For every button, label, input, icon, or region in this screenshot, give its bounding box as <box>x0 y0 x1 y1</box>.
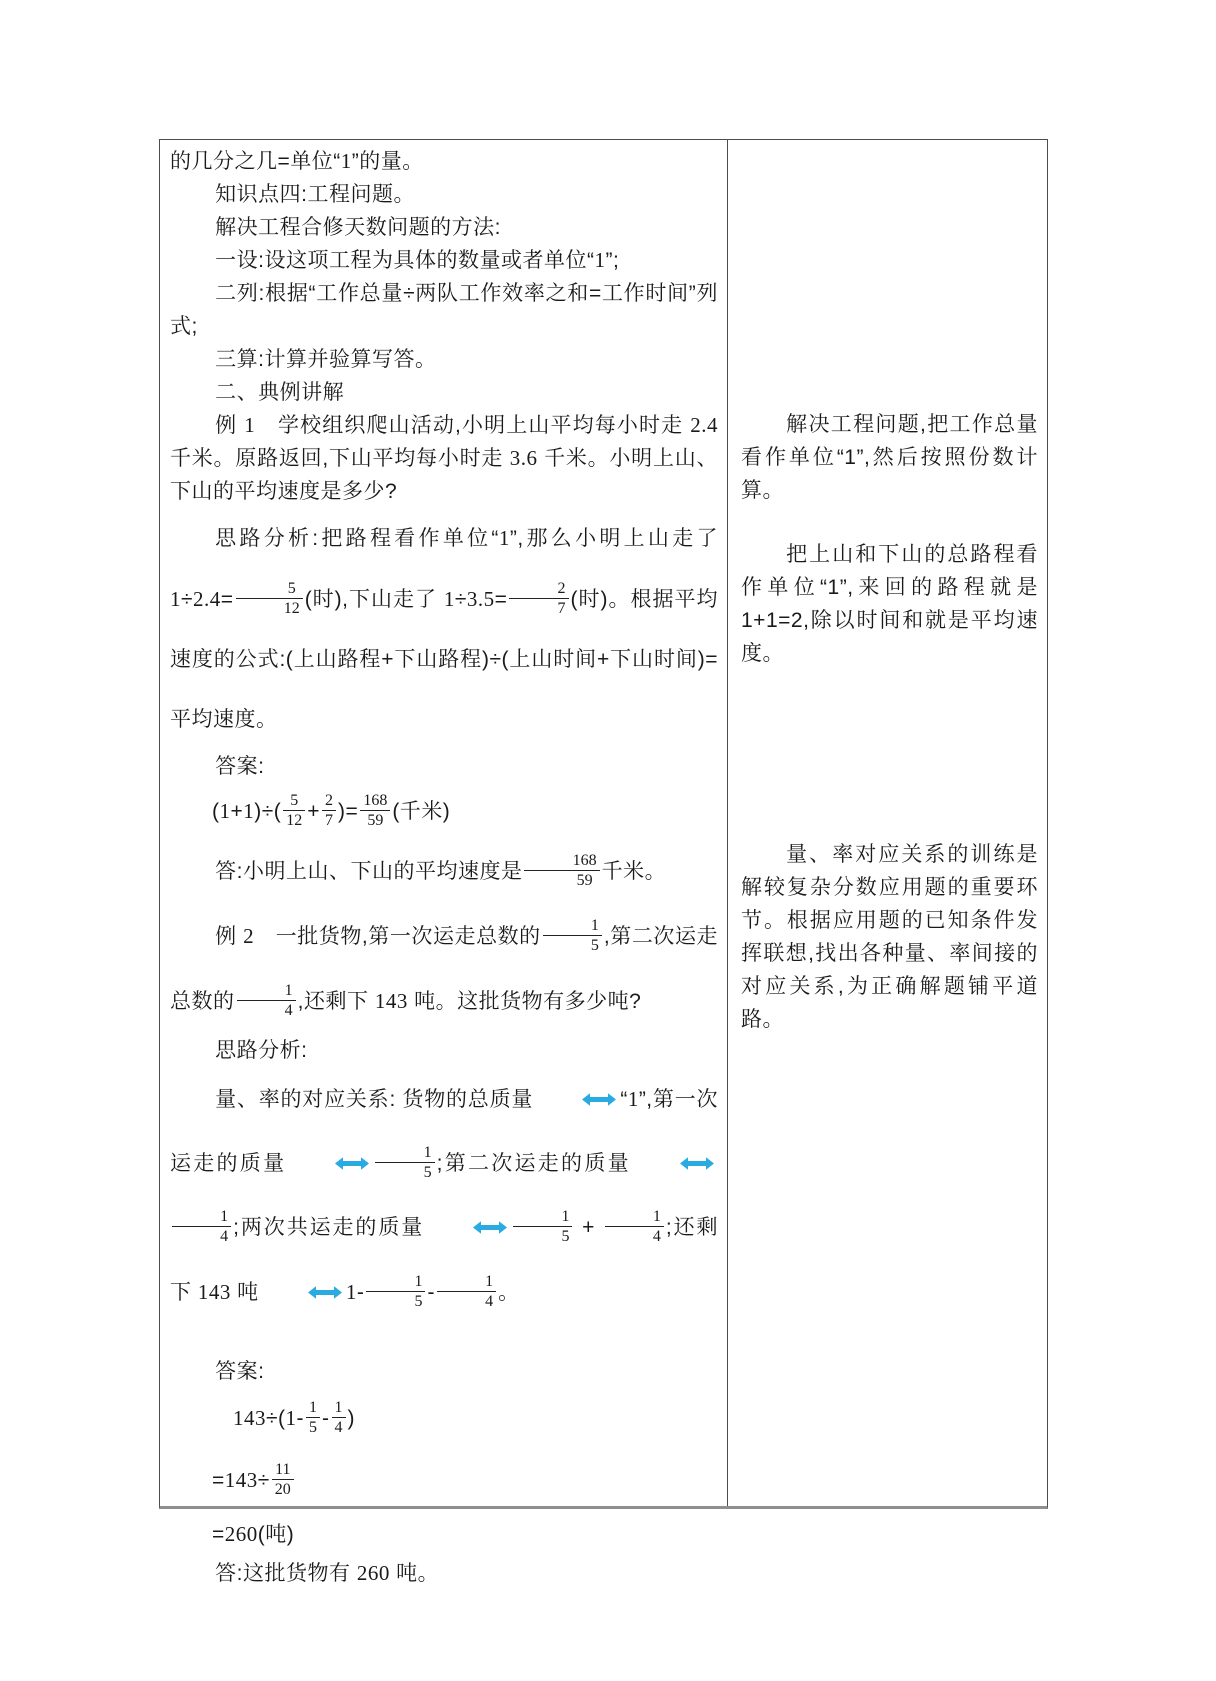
note-engineering-problem: 解决工程问题,把工作总量看作单位“1”,然后按照份数计算。 <box>741 413 1038 502</box>
fraction <box>236 580 303 617</box>
heading-section-two-examples <box>170 376 718 409</box>
numeral: 1 <box>345 1280 357 1304</box>
fraction <box>306 1399 320 1436</box>
fraction <box>237 982 296 1019</box>
numeral: 3.6 <box>509 446 538 470</box>
example-2-quantity-rate-relations <box>170 1067 718 1325</box>
fraction-denominator: 5 <box>366 1291 425 1310</box>
fraction-denominator: 7 <box>509 598 568 617</box>
text-run: 例 1 学校组织爬山活动,小明上山平均每小时走 2.4 千米。原路返回,下山平均每小时走 3.6 千米。小明上山、下山的平均速度是多少? <box>170 413 718 503</box>
text-step-three-suan <box>170 343 718 376</box>
fraction-numerator: 5 <box>287 579 296 597</box>
lesson-plan-table <box>159 139 1048 1585</box>
text-run: 解决工程合修天数问题的方法: <box>215 216 501 239</box>
text-run: 。 <box>498 1281 520 1304</box>
fraction-numerator: 1 <box>309 1398 318 1416</box>
numeral: 2.4 <box>690 413 718 437</box>
text-run: 例 2 一批货物,第一次运走总数的 <box>215 924 541 948</box>
example-1-problem <box>170 409 718 508</box>
fraction <box>375 1144 434 1181</box>
fraction <box>605 1208 664 1245</box>
text-run: + <box>307 800 321 823</box>
text-run: 思路分析: <box>215 1039 308 1062</box>
text-run: 量、率的对应关系: 货物的总质量 <box>215 1088 534 1111</box>
fraction <box>332 1399 346 1436</box>
text-run: 答案: <box>215 755 265 778</box>
text-run: ;两次共运走的质量 <box>233 1216 425 1239</box>
numeral: 143 <box>224 1468 258 1492</box>
right-cell <box>728 140 1047 1506</box>
fraction-denominator: 20 <box>272 1479 294 1498</box>
fraction-denominator: 59 <box>360 810 390 829</box>
text-run: ;还剩下 143 吨 <box>170 1216 718 1304</box>
numeral: 1 <box>170 587 181 611</box>
text-run: ) <box>347 1407 356 1430</box>
text-run: 的几分之几=单位“1”的量。 <box>170 149 424 173</box>
numeral: 260 <box>224 1522 258 1546</box>
fraction <box>543 917 602 954</box>
fraction-denominator: 4 <box>605 1226 664 1245</box>
text-run: 思路分析:把路程看作单位“1”,那么小明上山走了 1÷2.4= <box>170 526 718 611</box>
double-arrow-icon <box>634 1156 715 1171</box>
fraction-denominator: 7 <box>322 810 336 829</box>
fraction <box>509 580 568 617</box>
fraction <box>437 1273 496 1310</box>
text-run: 143÷(1- <box>233 1406 305 1430</box>
numeral: 1 <box>627 1087 639 1111</box>
fraction-denominator: 12 <box>283 810 305 829</box>
numeral: 1 <box>498 526 510 550</box>
fraction <box>322 792 336 829</box>
text-run: “1”,第一次运走的质量 <box>170 1087 719 1175</box>
fraction-numerator: 1 <box>561 1207 570 1225</box>
example-1-analysis <box>170 508 718 750</box>
example-2-analysis-label <box>170 1034 718 1067</box>
fraction-numerator: 1 <box>485 1272 494 1290</box>
fraction-numerator: 11 <box>275 1460 291 1478</box>
note-average-speed: 把上山和下山的总路程看作单位“1”,来回的路程就是1+1=2,除以时间和就是平均速度。 <box>741 543 1038 665</box>
example-1-equation <box>212 783 718 840</box>
double-arrow-icon <box>289 1156 370 1171</box>
text-fraction-unit-quantity <box>170 145 718 178</box>
text-run: 二、典例讲解 <box>215 381 345 404</box>
numeral: 1 <box>443 587 455 611</box>
numeral: 1 <box>594 248 606 272</box>
text-run: - <box>427 1281 435 1304</box>
fraction-denominator: 4 <box>237 1000 296 1019</box>
text-run: )= <box>338 800 359 823</box>
text-run: =260(吨) <box>212 1522 295 1546</box>
text-run: 答:这批货物有 260 吨。 <box>215 1561 440 1585</box>
fraction-numerator: 168 <box>363 791 388 809</box>
fraction-denominator: 5 <box>513 1226 572 1245</box>
text-run: + <box>574 1216 603 1239</box>
text-run: 一设:设这项工程为具体的数量或者单位“1”; <box>215 248 620 272</box>
fraction <box>172 1208 231 1245</box>
fraction-numerator: 1 <box>652 1207 661 1225</box>
example-2-answer-sentence <box>170 1557 718 1590</box>
fraction-numerator: 2 <box>325 791 334 809</box>
fraction <box>513 1208 572 1245</box>
example-1-answer-label <box>170 750 718 783</box>
fraction-numerator: 1 <box>284 981 293 999</box>
example-1-answer-sentence <box>170 840 718 904</box>
numeral: 143 <box>374 989 408 1013</box>
text-run: 知识点四:工程问题。 <box>215 183 415 206</box>
text-run: (时),下山走了 1÷3.5= <box>304 587 508 611</box>
fraction-denominator: 5 <box>306 1417 320 1436</box>
text-run: (千米) <box>392 800 451 823</box>
text-run: 三算:计算并验算写答。 <box>215 348 437 371</box>
numeral: 260 <box>356 1561 390 1585</box>
text-run: ;第二次运走的质量 <box>436 1152 631 1175</box>
text-run: 答:小明上山、下山的平均速度是 <box>215 860 523 883</box>
fraction <box>272 1461 294 1498</box>
heading-knowledge-point-four <box>170 178 718 211</box>
numeral: 143 <box>233 1406 266 1430</box>
fraction <box>283 792 305 829</box>
fraction-denominator: 59 <box>524 870 599 889</box>
text-run: (1+1)÷( <box>212 799 282 823</box>
fraction-numerator: 5 <box>290 791 299 809</box>
text-step-two-lie <box>170 277 718 343</box>
numeral: 1 <box>219 799 231 823</box>
text-run: ,还剩下 143 吨。这批货物有多少吨? <box>297 989 642 1013</box>
numeral: 1 <box>340 149 352 173</box>
fraction-denominator: 5 <box>375 1162 434 1181</box>
text-step-one-she <box>170 244 718 277</box>
fraction-denominator: 4 <box>172 1226 231 1245</box>
note-quantity-rate-training: 量、率对应关系的训练是解较复杂分数应用题的重要环节。根据应用题的已知条件发挥联想,找出各种量、率间接的对应关系,为正确解题铺平道路。 <box>741 843 1038 1031</box>
fraction-denominator: 4 <box>437 1291 496 1310</box>
fraction-numerator: 2 <box>557 579 566 597</box>
left-cell <box>160 140 728 1585</box>
example-2-equation-step-1 <box>233 1388 718 1449</box>
text-run: 答案: <box>215 1360 265 1383</box>
text-run: - <box>322 1407 330 1430</box>
fraction-numerator: 1 <box>414 1272 423 1290</box>
numeral: 2.4 <box>193 587 221 611</box>
fraction <box>366 1273 425 1310</box>
text-run: ,第二次运走总数的 <box>170 925 718 1013</box>
text-run: 二列:根据“工作总量÷两队工作效率之和=工作时间”列式; <box>170 282 718 338</box>
double-arrow-icon <box>427 1220 508 1235</box>
example-2-problem <box>170 904 718 1034</box>
example-2-answer-label <box>170 1355 718 1388</box>
fraction-denominator: 5 <box>543 935 602 954</box>
text-run: 1- <box>345 1280 365 1304</box>
double-arrow-icon <box>262 1285 343 1300</box>
numeral: 1 <box>243 799 255 823</box>
numeral: 143 <box>197 1280 231 1304</box>
fraction-denominator: 12 <box>236 598 303 617</box>
example-2-equation-step-2 <box>212 1449 718 1512</box>
text-run: =143÷ <box>212 1468 270 1492</box>
fraction <box>524 852 599 889</box>
fraction-numerator: 1 <box>423 1143 432 1161</box>
numeral: 2 <box>243 924 255 948</box>
double-arrow-icon <box>536 1092 617 1107</box>
fraction-numerator: 1 <box>590 916 599 934</box>
fraction-denominator: 4 <box>332 1417 346 1436</box>
numeral: 1 <box>244 413 256 437</box>
fraction-numerator: 1 <box>220 1207 229 1225</box>
fraction-numerator: 168 <box>572 851 597 869</box>
numeral: 1 <box>285 1406 297 1430</box>
text-run: (时)。根据平均速度的公式:(上山路程+下山路程)÷(上山时间+下山时间)=平均速度。 <box>170 588 718 731</box>
numeral: 3.5 <box>466 587 495 611</box>
fraction-numerator: 1 <box>334 1398 343 1416</box>
text-run: 千米。 <box>601 860 667 883</box>
fraction <box>360 792 390 829</box>
example-2-equation-step-3 <box>212 1512 718 1557</box>
text-method-intro <box>170 211 718 244</box>
